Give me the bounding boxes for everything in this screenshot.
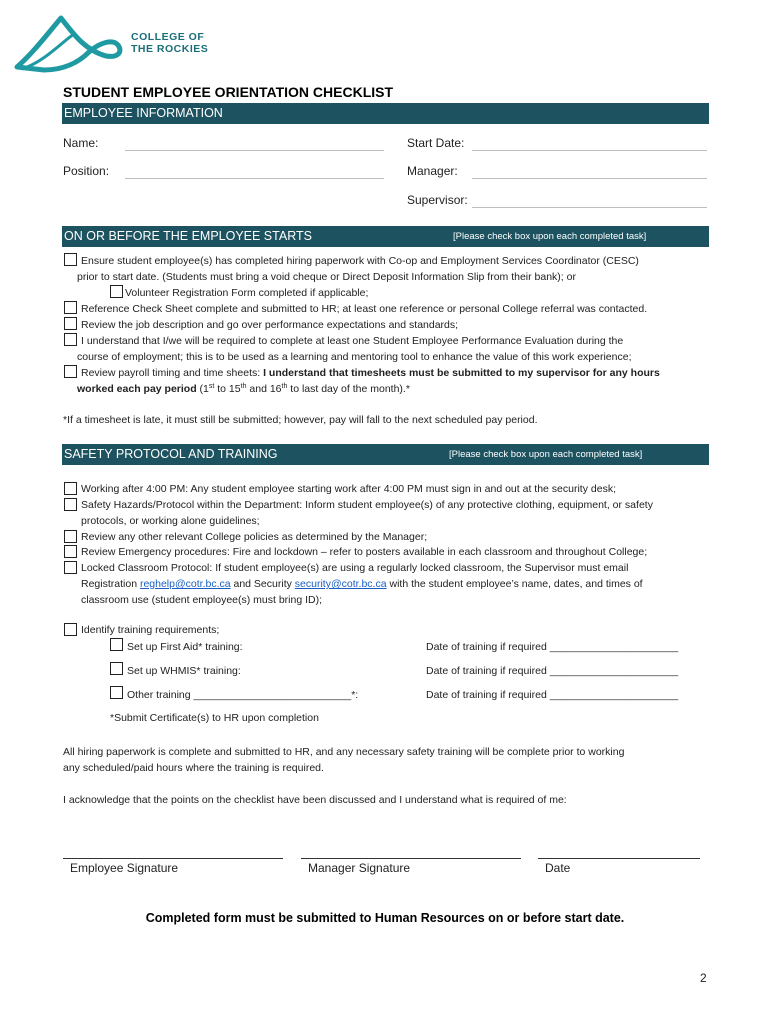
name-field[interactable]	[125, 150, 384, 151]
registration-text: Registration	[81, 578, 140, 590]
checkbox-locked-classroom[interactable]	[64, 561, 77, 574]
position-field[interactable]	[125, 178, 384, 179]
document-title: STUDENT EMPLOYEE ORIENTATION CHECKLIST	[63, 84, 394, 100]
training-first-aid-label: Set up First Aid* training:	[127, 641, 243, 653]
supervisor-field[interactable]	[472, 207, 707, 208]
checkbox-volunteer-form[interactable]	[110, 285, 123, 298]
locked-classroom-rest: with the student employee’s name, dates, and times of	[386, 578, 643, 590]
item-locked-classroom-line3: classroom use (student employee(s) must bring ID);	[81, 594, 323, 606]
checkbox-job-description[interactable]	[64, 317, 77, 330]
checkbox-other-training[interactable]	[110, 686, 123, 699]
payroll-sup-3: th	[281, 383, 288, 390]
employee-signature-label: Employee Signature	[70, 861, 179, 875]
name-label: Name:	[63, 136, 99, 150]
date-signature-label: Date	[545, 861, 571, 875]
payroll-sup-2: th	[240, 383, 247, 390]
checkbox-identify-training[interactable]	[64, 623, 77, 636]
section-safety-title: SAFETY PROTOCOL AND TRAINING	[64, 447, 278, 461]
checkbox-payroll-timing[interactable]	[64, 365, 77, 378]
item-payroll-timing-line1	[81, 365, 660, 381]
submission-instruction: Completed form must be submitted to Human Resources on or before start date.	[145, 911, 625, 925]
payroll-period-a: (1	[196, 383, 209, 395]
start-date-label: Start Date:	[407, 136, 465, 150]
acknowledgement-text: I acknowledge that the points on the checklist have been discussed and I understand what is required of me:	[63, 794, 567, 806]
checkbox-hiring-paperwork[interactable]	[64, 253, 77, 266]
section-before-start-header	[62, 226, 709, 247]
logo-line-2: THE ROCKIES	[131, 43, 209, 55]
checkbox-after-hours[interactable]	[64, 482, 77, 495]
closing-paragraph-line1: All hiring paperwork is complete and submitted to HR, and any necessary safety training will be complete prior to working	[63, 746, 625, 758]
reghelp-email-link[interactable]: reghelp@cotr.bc.ca	[139, 578, 231, 590]
section-safety-hint: [Please check box upon each completed task]	[449, 449, 643, 460]
start-date-field[interactable]	[472, 150, 707, 151]
item-after-hours: Working after 4:00 PM: Any student employee starting work after 4:00 PM must sign in and out at the security desk;	[81, 483, 616, 495]
section-before-start-hint: [Please check box upon each completed task]	[453, 231, 647, 242]
certificate-note: *Submit Certificate(s) to HR upon completion	[110, 712, 319, 724]
page-number: 2	[700, 971, 707, 985]
training-first-aid-date: Date of training if required ______________________	[426, 641, 679, 653]
date-signature-line[interactable]	[538, 858, 700, 859]
manager-signature-line[interactable]	[301, 858, 521, 859]
section-before-start-title: ON OR BEFORE THE EMPLOYEE STARTS	[64, 229, 312, 243]
security-email-link[interactable]: security@cotr.bc.ca	[294, 578, 387, 590]
checkbox-emergency-procedures[interactable]	[64, 545, 77, 558]
training-other-date: Date of training if required ______________________	[426, 689, 679, 701]
logo-line-1: COLLEGE OF	[131, 31, 205, 43]
college-logo	[14, 12, 214, 74]
and-security-text: and Security	[230, 578, 295, 590]
checkbox-reference-check[interactable]	[64, 301, 77, 314]
item-reference-check: Reference Check Sheet complete and submitted to HR; at least one reference or personal College referral was contacted.	[81, 303, 648, 315]
payroll-period-c: and 16	[246, 383, 282, 395]
employee-signature-line[interactable]	[63, 858, 283, 859]
closing-paragraph-line2: any scheduled/paid hours where the training is required.	[63, 762, 324, 774]
mountain-logo-icon	[14, 12, 126, 74]
checkbox-whmis[interactable]	[110, 662, 123, 675]
position-label: Position:	[63, 164, 110, 178]
manager-label: Manager:	[407, 164, 458, 178]
training-whmis-label: Set up WHMIS* training:	[127, 665, 241, 677]
payroll-period-b: to 15	[214, 383, 241, 395]
employee-info-header	[62, 103, 709, 124]
timesheet-late-note: *If a timesheet is late, it must still be submitted; however, pay will fall to the next scheduled pay period.	[63, 414, 538, 426]
item-payroll-timing-line2	[77, 381, 410, 397]
item-performance-evaluation-line1: I understand that I/we will be required to complete at least one Student Employee Performance Evaluation during the	[81, 335, 624, 347]
item-safety-hazards-line1: Safety Hazards/Protocol within the Department: Inform student employee(s) of any protective clothing, equipment, or safety	[81, 499, 653, 511]
manager-field[interactable]	[472, 178, 707, 179]
payroll-emphasis-2: worked each pay period	[77, 383, 197, 395]
item-locked-classroom-line2	[81, 576, 643, 592]
item-locked-classroom-line1: Locked Classroom Protocol: If student employee(s) are using a regularly locked classroom, the Supervisor must email	[81, 562, 629, 574]
item-safety-hazards-line2: protocols, or working alone guidelines;	[81, 515, 260, 527]
item-volunteer-form: Volunteer Registration Form completed if applicable;	[125, 287, 369, 299]
item-identify-training: Identify training requirements;	[81, 624, 220, 636]
item-job-description: Review the job description and go over performance expectations and standards;	[81, 319, 459, 331]
checkbox-first-aid[interactable]	[110, 638, 123, 651]
checkbox-college-policies[interactable]	[64, 530, 77, 543]
item-emergency-procedures: Review Emergency procedures: Fire and lockdown – refer to posters available in each classroom and throughout College;	[81, 546, 648, 558]
payroll-emphasis-1: I understand that timesheets must be submitted to my supervisor for any hours	[263, 367, 660, 379]
training-whmis-date: Date of training if required ______________________	[426, 665, 679, 677]
employee-info-header-label: EMPLOYEE INFORMATION	[64, 106, 223, 120]
item-college-policies: Review any other relevant College policies as determined by the Manager;	[81, 531, 428, 543]
payroll-period-d: to last day of the month).*	[287, 383, 410, 395]
item-performance-evaluation-line2: course of employment; this is to be used as a learning and mentoring tool to enhance the value of this work experience;	[77, 351, 632, 363]
checkbox-performance-evaluation[interactable]	[64, 333, 77, 346]
item-hiring-paperwork-line1: Ensure student employee(s) has completed hiring paperwork with Co-op and Employment Services Coordinator (CESC)	[81, 255, 639, 267]
checkbox-safety-hazards[interactable]	[64, 498, 77, 511]
training-other-label: Other training ___________________________*:	[127, 689, 359, 701]
manager-signature-label: Manager Signature	[308, 861, 411, 875]
section-safety-header	[62, 444, 709, 465]
item-hiring-paperwork-line2: prior to start date. (Students must bring a void cheque or Direct Deposit Information Slip from their bank); or	[77, 271, 576, 283]
payroll-sup-1: st	[208, 383, 215, 390]
payroll-intro: Review payroll timing and time sheets:	[81, 367, 264, 379]
supervisor-label: Supervisor:	[407, 193, 468, 207]
